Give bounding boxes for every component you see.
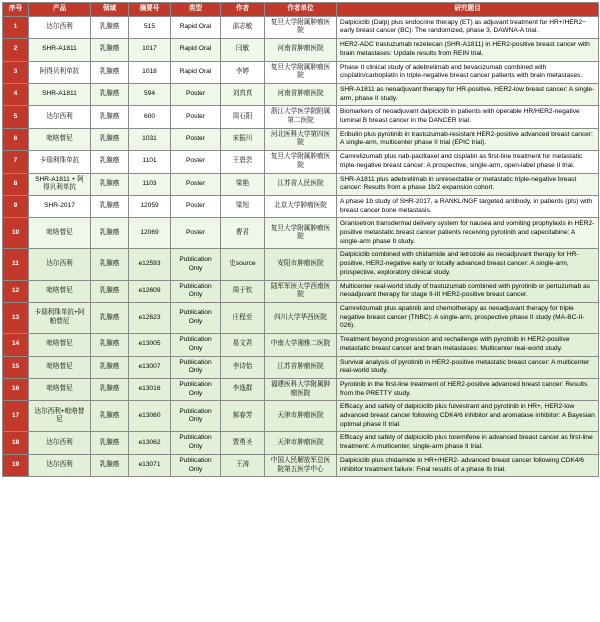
cell-type: Poster bbox=[171, 151, 221, 173]
cell-author: 王碧芸 bbox=[221, 151, 265, 173]
table-row bbox=[3, 432, 599, 454]
table-row bbox=[3, 39, 599, 61]
cell-index: 9 bbox=[3, 195, 29, 217]
column-header-index: 序号 bbox=[3, 3, 29, 17]
cell-institution: 天津市肿瘤医院 bbox=[265, 401, 337, 432]
cell-product: 达尔西利 bbox=[29, 454, 91, 476]
table-header-row bbox=[3, 3, 599, 17]
cell-field: 乳腺癌 bbox=[91, 334, 129, 356]
cell-product: 达尔西利 bbox=[29, 249, 91, 280]
cell-type: Poster bbox=[171, 128, 221, 150]
cell-abstract-number: 1031 bbox=[129, 128, 171, 150]
cell-field: 乳腺癌 bbox=[91, 302, 129, 333]
cell-index: 6 bbox=[3, 128, 29, 150]
cell-abstract-number: e13060 bbox=[129, 401, 171, 432]
cell-study-title: Pyrotinib in the first-line treatment of HER2-positive advanced breast cancer: Results from the PRETTY study. bbox=[337, 378, 599, 400]
cell-institution: 天津市肿瘤医院 bbox=[265, 432, 337, 454]
cell-product: 达尔西利 bbox=[29, 432, 91, 454]
cell-index: 5 bbox=[3, 106, 29, 128]
cell-study-title: Phase II clinical study of adebrelimab and bevacizumab combined with cisplatin/carboplatin in triple-negative breast cancer patients with brain metastases. bbox=[337, 61, 599, 83]
cell-field: 乳腺癌 bbox=[91, 249, 129, 280]
cell-institution: 陆军军医大学西南医院 bbox=[265, 280, 337, 302]
table-row bbox=[3, 356, 599, 378]
cell-index: 8 bbox=[3, 173, 29, 195]
cell-type: Publication Only bbox=[171, 432, 221, 454]
cell-author: 宋振川 bbox=[221, 128, 265, 150]
cell-field: 乳腺癌 bbox=[91, 83, 129, 105]
cell-author: 易文君 bbox=[221, 334, 265, 356]
cell-study-title: Dalpiciclib combined with chidamide and letrozole as neoadjuvant therapy for HR-positive, HER2-negative early or locally advanced breast cancer: A single-arm, prospective, exploratory clinical study. bbox=[337, 249, 599, 280]
cell-study-title: Camrelizumab plus apatinib and chemotherapy as neoadjuvant therapy for triple negative breast cancer (TNBC): A single-arm, prospective phase II study (MA-BC-II-026). bbox=[337, 302, 599, 333]
cell-abstract-number: e12623 bbox=[129, 302, 171, 333]
cell-institution: 江苏省肿瘤医院 bbox=[265, 356, 337, 378]
cell-type: Poster bbox=[171, 195, 221, 217]
cell-field: 乳腺癌 bbox=[91, 106, 129, 128]
table-row bbox=[3, 173, 599, 195]
cell-study-title: Dalpiciclib plus chidamide in HR+/HER2- advanced breast cancer following CDK4/6 inhibitor treatment failure: Final results of a phase Ib trial. bbox=[337, 454, 599, 476]
cell-index: 12 bbox=[3, 280, 29, 302]
cell-institution: 河南省肿瘤医院 bbox=[265, 39, 337, 61]
cell-product: 吡咯替尼 bbox=[29, 280, 91, 302]
cell-institution: 河北医科大学第四医院 bbox=[265, 128, 337, 150]
cell-product: 达尔西利 bbox=[29, 106, 91, 128]
table-row bbox=[3, 249, 599, 280]
cell-institution: 复旦大学附属肿瘤医院 bbox=[265, 218, 337, 249]
cell-study-title: Camrelizumab plus nab-paclitaxel and cisplatin as first-line treatment for metastatic triple-negative breast cancer: A prospective, single-arm, open-label phase II trial. bbox=[337, 151, 599, 173]
cell-field: 乳腺癌 bbox=[91, 454, 129, 476]
cell-product: 达尔西利+吡咯替尼 bbox=[29, 401, 91, 432]
cell-abstract-number: 1103 bbox=[129, 173, 171, 195]
cell-study-title: Eribulin plus pyrotinib in trastuzumab-resistant HER2-positive advanced breast cancer: A single-arm, multicenter phase II trial (EPIC trial). bbox=[337, 128, 599, 150]
cell-product: SHR-A1811 bbox=[29, 39, 91, 61]
table-row bbox=[3, 83, 599, 105]
cell-author: 周于钦 bbox=[221, 280, 265, 302]
cell-abstract-number: 594 bbox=[129, 83, 171, 105]
column-header-study-title: 研究题目 bbox=[337, 3, 599, 17]
cell-abstract-number: e13007 bbox=[129, 356, 171, 378]
cell-type: Publication Only bbox=[171, 401, 221, 432]
cell-abstract-number: e13071 bbox=[129, 454, 171, 476]
cell-author: 周石阳 bbox=[221, 106, 265, 128]
cell-abstract-number: e12609 bbox=[129, 280, 171, 302]
cell-abstract-number: 1017 bbox=[129, 39, 171, 61]
cell-field: 乳腺癌 bbox=[91, 378, 129, 400]
cell-institution: 安阳市肿瘤医院 bbox=[265, 249, 337, 280]
table-row bbox=[3, 378, 599, 400]
cell-institution: 复旦大学附属肿瘤医院 bbox=[265, 151, 337, 173]
cell-study-title: Multicenter real-world study of trastuzumab combined with pyrotinib or pertuzumab as neoadjuvant therapy for stage II-III HER2-positive breast cancer. bbox=[337, 280, 599, 302]
column-header-author: 作者 bbox=[221, 3, 265, 17]
cell-field: 乳腺癌 bbox=[91, 401, 129, 432]
table-row bbox=[3, 61, 599, 83]
column-header-abstract-number: 摘要号 bbox=[129, 3, 171, 17]
table-row bbox=[3, 218, 599, 249]
table-row bbox=[3, 106, 599, 128]
cell-study-title: Survival analysis of pyrotinib in HER2-positive metastatic breast cancer: A multicenter real-world study. bbox=[337, 356, 599, 378]
cell-institution: 河南省肿瘤医院 bbox=[265, 83, 337, 105]
table-body bbox=[3, 16, 599, 477]
cell-study-title: Dalpiciclib (Dalp) plus endocrine therapy (ET) as adjuvant treatment for HR+/HER2− early breast cancer (BC): The randomized, phase 3, DAWNA-A trial. bbox=[337, 16, 599, 38]
column-header-institution: 作者单位 bbox=[265, 3, 337, 17]
cell-index: 10 bbox=[3, 218, 29, 249]
cell-index: 14 bbox=[3, 334, 29, 356]
cell-type: Poster bbox=[171, 173, 221, 195]
cell-index: 2 bbox=[3, 39, 29, 61]
cell-product: 阿得贝利单抗 bbox=[29, 61, 91, 83]
table-row bbox=[3, 334, 599, 356]
cell-field: 乳腺癌 bbox=[91, 61, 129, 83]
cell-product: 达尔西利 bbox=[29, 16, 91, 38]
cell-author: 郝春芳 bbox=[221, 401, 265, 432]
cell-author: 邵志敏 bbox=[221, 16, 265, 38]
cell-field: 乳腺癌 bbox=[91, 16, 129, 38]
cell-field: 乳腺癌 bbox=[91, 218, 129, 249]
cell-abstract-number: 600 bbox=[129, 106, 171, 128]
cell-abstract-number: e12593 bbox=[129, 249, 171, 280]
cell-index: 11 bbox=[3, 249, 29, 280]
column-header-field: 领域 bbox=[91, 3, 129, 17]
cell-index: 15 bbox=[3, 356, 29, 378]
cell-study-title: A phase 1b study of SHR-2017, a RANKL/NGF targeted antibody, in patients (pts) with breast cancer bone metastasis. bbox=[337, 195, 599, 217]
cell-study-title: Treatment beyond progression and rechallenge with pyrotinib in HER2-positive metastatic breast cancer and brain metastases: Multicenter real-world study. bbox=[337, 334, 599, 356]
cell-product: 吡咯替尼 bbox=[29, 356, 91, 378]
cell-author: 史source bbox=[221, 249, 265, 280]
cell-type: Poster bbox=[171, 83, 221, 105]
cell-index: 4 bbox=[3, 83, 29, 105]
table-row bbox=[3, 195, 599, 217]
cell-type: Poster bbox=[171, 218, 221, 249]
cell-product: 卡瑞利珠单抗+阿帕替尼 bbox=[29, 302, 91, 333]
cell-index: 13 bbox=[3, 302, 29, 333]
cell-institution: 江苏省人民医院 bbox=[265, 173, 337, 195]
cell-institution: 复旦大学附属肿瘤医院 bbox=[265, 16, 337, 38]
cell-product: SHR-A1811 bbox=[29, 83, 91, 105]
cell-field: 乳腺癌 bbox=[91, 39, 129, 61]
cell-index: 18 bbox=[3, 432, 29, 454]
cell-author: 李逸群 bbox=[221, 378, 265, 400]
column-header-product: 产品 bbox=[29, 3, 91, 17]
cell-type: Publication Only bbox=[171, 302, 221, 333]
cell-type: Rapid Oral bbox=[171, 39, 221, 61]
cell-abstract-number: e13062 bbox=[129, 432, 171, 454]
table-row bbox=[3, 16, 599, 38]
cell-author: 李婷 bbox=[221, 61, 265, 83]
cell-field: 乳腺癌 bbox=[91, 195, 129, 217]
cell-institution: 中国人民解放军总医院第五医学中心 bbox=[265, 454, 337, 476]
cell-product: 吡咯替尼 bbox=[29, 378, 91, 400]
cell-product: SHR-2017 bbox=[29, 195, 91, 217]
cell-abstract-number: e13005 bbox=[129, 334, 171, 356]
cell-product: 吡咯替尼 bbox=[29, 128, 91, 150]
cell-institution: 福建医科大学附属肿瘤医院 bbox=[265, 378, 337, 400]
cell-product: 吡咯替尼 bbox=[29, 334, 91, 356]
cell-index: 16 bbox=[3, 378, 29, 400]
cell-author: 闫敏 bbox=[221, 39, 265, 61]
cell-abstract-number: 515 bbox=[129, 16, 171, 38]
table-row bbox=[3, 401, 599, 432]
cell-type: Poster bbox=[171, 106, 221, 128]
cell-type: Rapid Oral bbox=[171, 16, 221, 38]
cell-index: 7 bbox=[3, 151, 29, 173]
cell-type: Publication Only bbox=[171, 454, 221, 476]
abstract-table bbox=[2, 2, 599, 477]
table-row bbox=[3, 454, 599, 476]
column-header-type: 类型 bbox=[171, 3, 221, 17]
cell-field: 乳腺癌 bbox=[91, 173, 129, 195]
cell-type: Publication Only bbox=[171, 378, 221, 400]
cell-institution: 中南大学湘雅二医院 bbox=[265, 334, 337, 356]
cell-field: 乳腺癌 bbox=[91, 151, 129, 173]
table-row bbox=[3, 151, 599, 173]
cell-author: 曹君 bbox=[221, 218, 265, 249]
cell-field: 乳腺癌 bbox=[91, 432, 129, 454]
cell-author: 庄程至 bbox=[221, 302, 265, 333]
cell-author: 王涛 bbox=[221, 454, 265, 476]
cell-abstract-number: 1101 bbox=[129, 151, 171, 173]
cell-study-title: Granisetron transdermal delivery system for nausea and vomiting prophylaxis in HER2-positive metastatic breast cancer patients receiving pyrotinib and capecitabine: A single-arm phase II study. bbox=[337, 218, 599, 249]
cell-index: 17 bbox=[3, 401, 29, 432]
cell-abstract-number: 1018 bbox=[129, 61, 171, 83]
cell-field: 乳腺癌 bbox=[91, 356, 129, 378]
cell-institution: 四川大学华西医院 bbox=[265, 302, 337, 333]
cell-type: Publication Only bbox=[171, 249, 221, 280]
cell-abstract-number: 12059 bbox=[129, 195, 171, 217]
cell-field: 乳腺癌 bbox=[91, 128, 129, 150]
cell-institution: 复旦大学附属肿瘤医院 bbox=[265, 61, 337, 83]
table-row bbox=[3, 128, 599, 150]
cell-institution: 浙江大学医学院附属第二医院 bbox=[265, 106, 337, 128]
cell-study-title: Efficacy and safety of dalpiciclib plus toremifene in advanced breast cancer as first-line treatment: A multicenter, single-arm phase II trial. bbox=[337, 432, 599, 454]
cell-type: Publication Only bbox=[171, 280, 221, 302]
cell-type: Publication Only bbox=[171, 334, 221, 356]
cell-product: 吡咯替尼 bbox=[29, 218, 91, 249]
cell-product: 卡瑞利珠单抗 bbox=[29, 151, 91, 173]
cell-study-title: HER2-ADC trastuzumab rezetecan (SHR-A1811) in HER2-positive breast cancer with brain metastases: Update results from REIN trial. bbox=[337, 39, 599, 61]
table-row bbox=[3, 302, 599, 333]
cell-abstract-number: 12069 bbox=[129, 218, 171, 249]
cell-type: Publication Only bbox=[171, 356, 221, 378]
table-row bbox=[3, 280, 599, 302]
cell-study-title: SHR-A1811 plus adebrelimab in unresectable or metastatic triple-negative breast cancer: Results from a phase 1b/2 expansion cohort. bbox=[337, 173, 599, 195]
cell-index: 3 bbox=[3, 61, 29, 83]
cell-author: 刘真真 bbox=[221, 83, 265, 105]
cell-index: 1 bbox=[3, 16, 29, 38]
cell-type: Rapid Oral bbox=[171, 61, 221, 83]
cell-study-title: Efficacy and safety of dalpiciclib plus fulvestrant and pyrotinib in HR+, HER2-low advanced breast cancer following CDK4/6 inhibitor and aromatase inhibitor: A Bayesian optimal phase II trial. bbox=[337, 401, 599, 432]
cell-abstract-number: e13016 bbox=[129, 378, 171, 400]
cell-field: 乳腺癌 bbox=[91, 280, 129, 302]
cell-product: SHR-A1811 + 阿得贝利单抗 bbox=[29, 173, 91, 195]
cell-study-title: SHR-A1811 as neoadjuvant therapy for HR-positive, HER2-low breast cancer: A single-arm, phase II study. bbox=[337, 83, 599, 105]
cell-index: 19 bbox=[3, 454, 29, 476]
cell-author: 贾勇圣 bbox=[221, 432, 265, 454]
cell-study-title: Biomarkers of neoadjuvant dalpiciclib in patients with operable HR/HER2-negative luminal B breast cancer in the DANCER trial. bbox=[337, 106, 599, 128]
cell-author: 李诗怡 bbox=[221, 356, 265, 378]
cell-author: 梁艳 bbox=[221, 173, 265, 195]
cell-author: 梁旭 bbox=[221, 195, 265, 217]
cell-institution: 北京大学肿瘤医院 bbox=[265, 195, 337, 217]
